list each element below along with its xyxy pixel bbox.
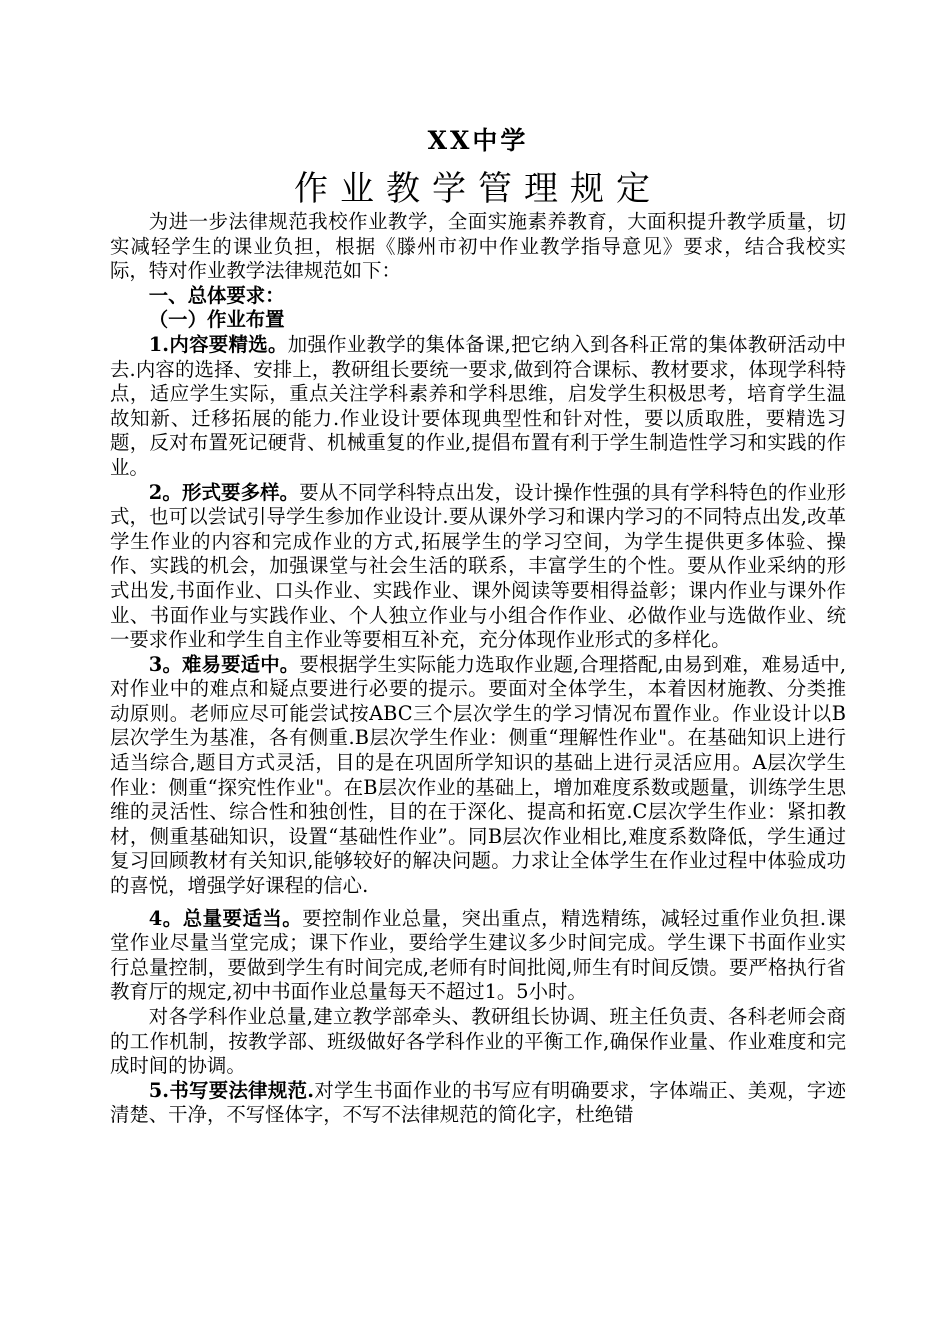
document-title: 作业教学管理规定 — [294, 169, 662, 209]
item-text: 要根据学生实际能力选取作业题,合理搭配,由易到难，难易适中,对作业中的难点和疑点要进行必要的提示。要面对全体学生，本着因材施教、分类推动原则。老师应尽可能尝试按ABC三个层次学生的学习情况布置作业。作业设计以B层次学生为基准，各有侧重.B层次学生作业：侧重“理解性作业"。在基础知识上进行适当综合,题目方式灵活，目的是在巩固所学知识的基础上进行灵活应用。A层次学生作业：侧重“探究性作业"。在B层次作业的基础上，增加难度系数或题量，训练学生思维的灵活性、综合性和独创性，目的在于深化、提高和拓宽.C层次学生作业：紧扣教材，侧重基础知识，设置“基础性作业”。同B层次作业相比,难度系数降低，学生通过复习回顾教材有关知识,能够较好的解决问题。力求让全体学生在作业过程中体验成功的喜悦，增强学好课程的信心. — [110, 652, 846, 898]
item-text: 加强作业教学的集体备课,把它纳入到各科正常的集体教研活动中去.内容的选择、安排上，教研组长要统一要求,做到符合课标、教材要求，体现学科特点，适应学生实际，重点关注学科素养和学科思维，启发学生积极思考，培育学生温故知新、迁移拓展的能力.作业设计要体现典型性和针对性，要以质取胜，要精选习题，反对布置死记硬背、机械重复的作业,提倡布置有利于学生制造性学习和实践的作业。 — [110, 332, 846, 479]
item-paragraph — [110, 481, 846, 653]
item-text: 对学生书面作业的书写应有明确要求，字体端正、美观，字迹清楚、干净，不写怪体字，不写不法律规范的简化字，杜绝错 — [110, 1078, 847, 1127]
document-body — [110, 210, 846, 1128]
item-paragraph — [110, 333, 846, 481]
item-lead: 3。难易要适中。 — [148, 652, 300, 676]
item-paragraph — [110, 1079, 846, 1128]
item-lead: 4。总量要适当。 — [148, 906, 303, 930]
paragraph-gap — [110, 899, 846, 907]
item-text: 要控制作业总量，突出重点，精选精练，减轻过重作业负担.课堂作业尽量当堂完成；课下作业，要给学生建议多少时间完成。学生课下书面作业实行总量控制，要做到学生有时间完成,老师有时间批阅,师生有时间反馈。要严格执行省教育厅的规定,初中书面作业总量每天不超过1。5小时。 — [110, 906, 846, 1004]
item-text: 要从不同学科特点出发，设计操作性强的具有学科特色的作业形式，也可以尝试引导学生参加作业设计.要从课外学习和课内学习的不同特点出发,改革学生作业的内容和完成作业的方式,拓展学生的学习空间，为学生提供更多体验、操作、实践的机会，加强课堂与社会生活的联系，丰富学生的个性。要从作业采纳的形式出发,书面作业、口头作业、实践作业、课外阅读等要相得益彰；课内作业与课外作业、书面作业与实践作业、个人独立作业与小组合作作业、必做作业与选做作业、统一要求作业和学生自主作业等要相互补充，充分体现作业形式的多样化。 — [110, 480, 847, 652]
intro-paragraph: 为进一步法律规范我校作业教学，全面实施素养教育，大面积提升教学质量，切实减轻学生的课业负担，根据《滕州市初中作业教学指导意见》要求，结合我校实际，特对作业教学法律规范如下： — [110, 210, 846, 283]
school-name: XX中学 — [427, 126, 529, 155]
extra-paragraph: 对各学科作业总量,建立教学部牵头、教研组长协调、班主任负责、各科老师会商的工作机制，按教学部、班级做好各学科作业的平衡工作,确保作业量、作业难度和完成时间的协调。 — [110, 1005, 846, 1078]
item-lead: 1.内容要精选。 — [148, 332, 288, 356]
item-paragraph — [110, 653, 846, 899]
item-lead: 5.书写要法律规范. — [148, 1078, 315, 1102]
subsection-heading: （一）作业布置 — [148, 308, 285, 332]
item-paragraph — [110, 907, 846, 1005]
section-heading: 一、总体要求： — [148, 283, 285, 307]
item-lead: 2。形式要多样。 — [148, 480, 300, 504]
